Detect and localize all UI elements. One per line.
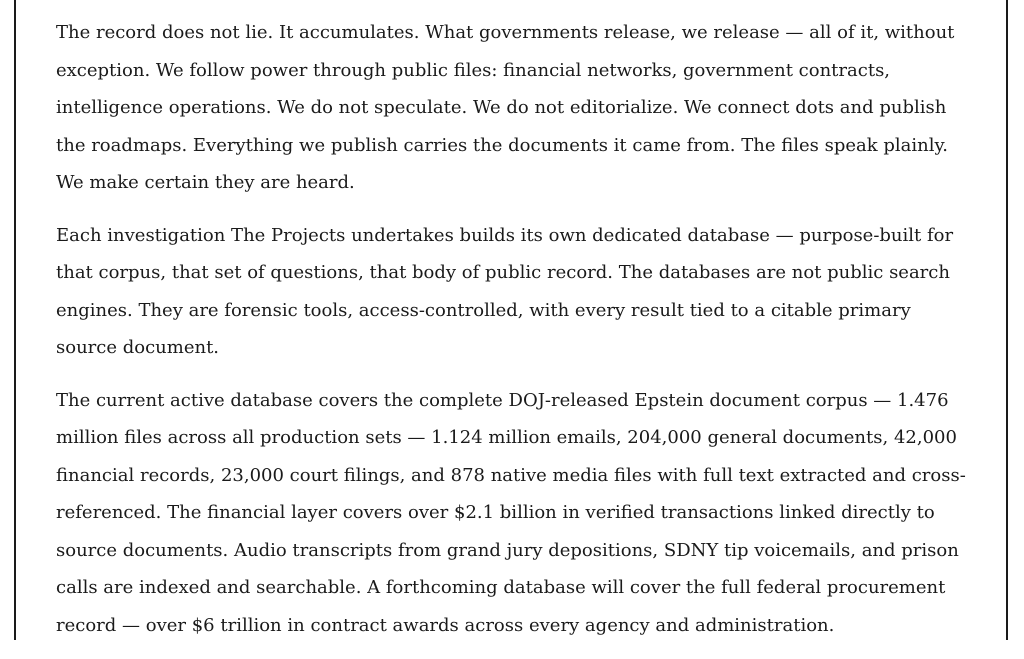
paragraph-current-database: The current active database covers the complete DOJ-released Epstein document corpus — 1.476 million files across all production sets — 1.124 million emails, 204,000 general documents, 42,000 financial records, 23,000 court filings, and 878 native media files with full text extracted and cross-referenced. The financial layer covers over $2.1 billion in verified transactions linked directly to source documents. Audio transcripts from grand jury depositions, SDNY tip voicemails, and prison calls are indexed and searchable. A forthcoming database will cover the full federal procurement record — over $6 trillion in contract awards across every agency and administration. [56,389,966,636]
paragraph-databases: Each investigation The Projects undertakes builds its own dedicated database — purpose-built for that corpus, that set of questions, that body of public record. The databases are not public search engines. They are forensic tools, access-controlled, with every result tied to a citable primary source document. [56,224,954,358]
paragraph-mission: The record does not lie. It accumulates. What governments release, we release — all of it, without exception. We follow power through public files: financial networks, government contracts, intelligence operations. We do not speculate. We do not editorialize. We connect dots and publish the roadmaps. Everything we publish carries the documents it came from. The files speak plainly. We make certain they are heard. [56,22,955,193]
article-body [56,14,974,659]
